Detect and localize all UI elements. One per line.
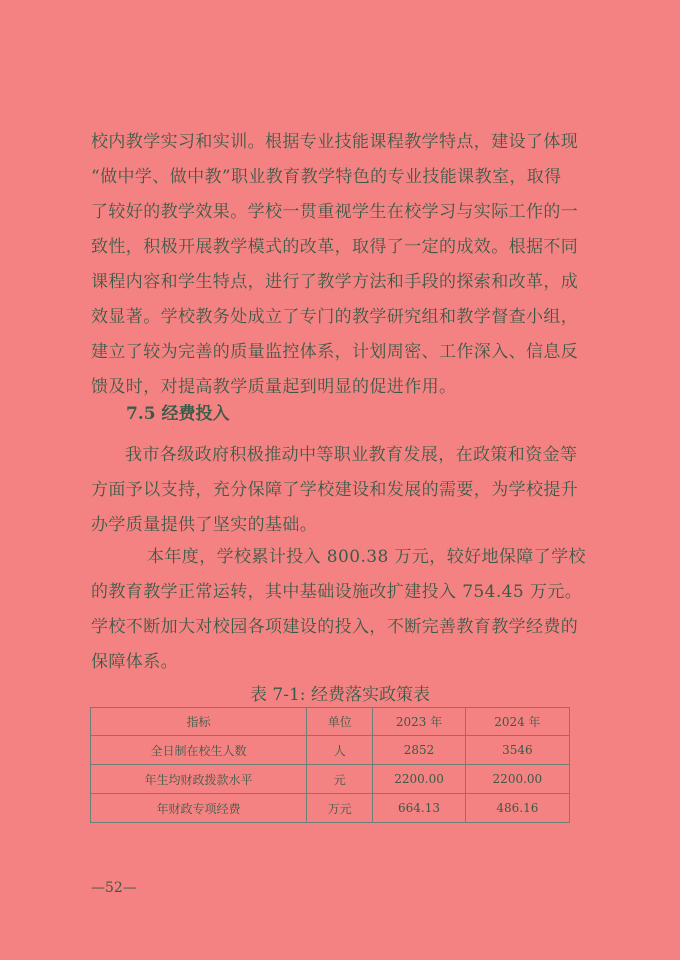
text-line: 我市各级政府积极推动中等职业教育发展，在政策和资金等 <box>125 445 578 465</box>
table-cell: 2200.00 <box>373 765 465 794</box>
table-cell: 3546 <box>465 736 569 765</box>
section-heading: 7.5 经费投入 <box>126 404 230 424</box>
text-line: 建立了较为完善的质量监控体系，计划周密、工作深入、信息反 <box>91 342 579 362</box>
table-cell: 万元 <box>307 794 373 823</box>
table-row <box>91 794 570 823</box>
table-cell: 年财政专项经费 <box>91 794 307 823</box>
paragraph-teaching-reform <box>91 125 599 405</box>
text-line: 学校不断加大对校园各项建设的投入，不断完善教育教学经费的 <box>91 617 579 637</box>
table-row <box>91 736 570 765</box>
paragraph-government-support <box>91 438 599 543</box>
funding-policy-table <box>90 707 570 823</box>
table-cell: 2200.00 <box>465 765 569 794</box>
text-line: 的教育教学正常运转，其中基础设施改扩建投入 754.45 万元。 <box>91 582 583 602</box>
table-cell: 元 <box>307 765 373 794</box>
header-2024: 2024 年 <box>465 708 569 736</box>
table-row <box>91 765 570 794</box>
table-header-row <box>91 708 570 736</box>
table-cell: 全日制在校生人数 <box>91 736 307 765</box>
text-line: 本年度，学校累计投入 800.38 万元，较好地保障了学校 <box>147 547 586 567</box>
header-2023: 2023 年 <box>373 708 465 736</box>
header-unit: 单位 <box>307 708 373 736</box>
table-cell: 人 <box>307 736 373 765</box>
text-line: 校内教学实习和实训。根据专业技能课程教学特点，建设了体现 <box>91 132 579 152</box>
text-line: 办学质量提供了坚实的基础。 <box>91 515 318 535</box>
page-number: —52— <box>91 880 137 896</box>
table-cell: 664.13 <box>373 794 465 823</box>
table-cell: 2852 <box>373 736 465 765</box>
text-line: 保障体系。 <box>91 652 178 672</box>
text-line: 了较好的教学效果。学校一贯重视学生在校学习与实际工作的一 <box>91 202 579 222</box>
text-line: 方面予以支持，充分保障了学校建设和发展的需要，为学校提升 <box>91 480 579 500</box>
table-cell: 年生均财政拨款水平 <box>91 765 307 794</box>
header-indicator: 指标 <box>91 708 307 736</box>
table-caption: 表 7-1: 经费落实政策表 <box>250 685 430 705</box>
text-line: 效显著。学校教务处成立了专门的教学研究组和教学督查小组， <box>91 307 579 327</box>
text-line: 馈及时，对提高教学质量起到明显的促进作用。 <box>91 377 457 397</box>
text-line: 致性，积极开展教学模式的改革，取得了一定的成效。根据不同 <box>91 237 579 257</box>
paragraph-annual-investment <box>91 540 599 680</box>
text-line: “做中学、做中教”职业教育教学特色的专业技能课教室，取得 <box>91 167 562 187</box>
table-cell: 486.16 <box>465 794 569 823</box>
text-line: 课程内容和学生特点，进行了教学方法和手段的探索和改革，成 <box>91 272 579 292</box>
